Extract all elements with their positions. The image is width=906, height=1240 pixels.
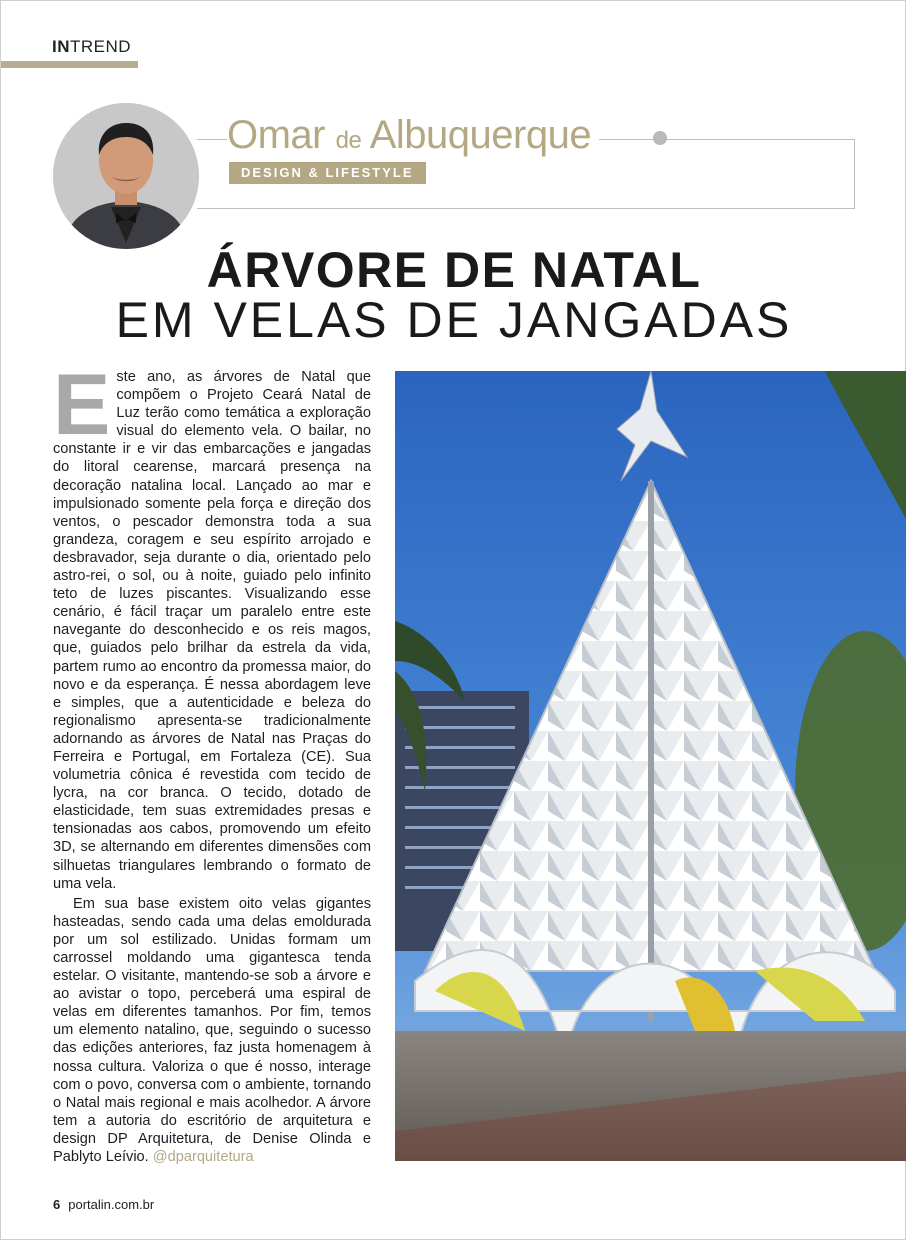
section-tag-bold: IN [52,37,70,56]
author-avatar [53,103,199,249]
page-number: 6 [53,1197,61,1212]
paragraph-1-text: ste ano, as árvores de Natal que compõem o Projeto Ceará Natal de Luz terão como temática a exploração visual do elemento vela. O bailar, no constante ir e vir das embarcações e jangadas do litoral cearense, marcará presença na decoração natalina local. Lançado ao mar e impulsionado somente pela força e direção dos ventos, o pescador demonstra toda a sua grandeza, coragem e seu espírito arrojado e desbravador, seja durante o dia, orientado pelo astro-rei, o sol, ou à noite, guiado pelo infinito teto de luzes piscantes. Visualizando esse cenário, é fácil traçar um paralelo entre este navegante do desconhecido e os reis magos, que, guiados pelo brilhar da estrela da vida, partem rumo ao encontro da promessa maior, do novo e da esperança. É nessa abordagem leve e simples, que a autenticidade e beleza do regionalismo apresenta-se tradicionalmente adornando as árvores de Natal nas Praças do Ferreira e Portugal, em Fortaleza (CE). Sua volumetria cônica é revestida com tecido de lycra, na cor branca. O tecido, dotado de elasticidade, tem suas extremidades presas e tensionadas aos cabos, promovendo um efeito 3D, se alternando em diferentes dimensões com silhuetas triangulares lembrando o formato de uma vela. [53,369,371,892]
section-rule [1,61,138,68]
headline-line-2: EM VELAS DE JANGADAS [115,292,793,348]
article-paragraph-2 [53,895,371,1166]
page-footer [53,1197,154,1212]
author-last-name: Albuquerque [369,113,592,157]
section-tag-rest: TREND [70,37,132,56]
drop-cap: E [53,357,111,453]
sail-christmas-tree-icon [395,371,906,1161]
section-tag [52,37,131,57]
author-dot [653,131,667,145]
author-first-name: Omar [227,113,325,157]
footer-site: portalin.com.br [68,1197,155,1212]
instagram-handle: @dparquitetura [152,1149,254,1166]
author-name [227,113,599,158]
column-category-badge: DESIGN & LIFESTYLE [229,162,426,184]
author-middle-name: de [335,127,362,154]
paragraph-2-text: Em sua base existem oito velas gigantes hasteadas, sendo cada uma delas emoldurada por um sol estilizado. Unidas formam um carrossel moldando uma gigantesca tenda estelar. O visitante, mantendo-se sob a árvore e ao avistar o topo, perceberá uma espiral de velas em diferentes tamanhos. Por fim, temos um elemento natalino, que, seguindo o sucesso das edições anteriores, faz justa homenagem à nossa cultura. Valoriza o que é nosso, interage com o povo, conversa com o ambiente, tornando o Natal mais regional e mais acolhedor. A árvore tem a autoria do escritório de arquitetura e design DP Arquitetura, de Denise Olinda e Pablyto Leívio. [53,895,371,1166]
author-portrait-icon [53,103,199,249]
christmas-tree-photo [395,371,906,1161]
article-paragraph-1 [53,357,371,893]
headline-line-1: ÁRVORE DE NATAL [206,242,702,298]
article-body [53,357,371,1166]
